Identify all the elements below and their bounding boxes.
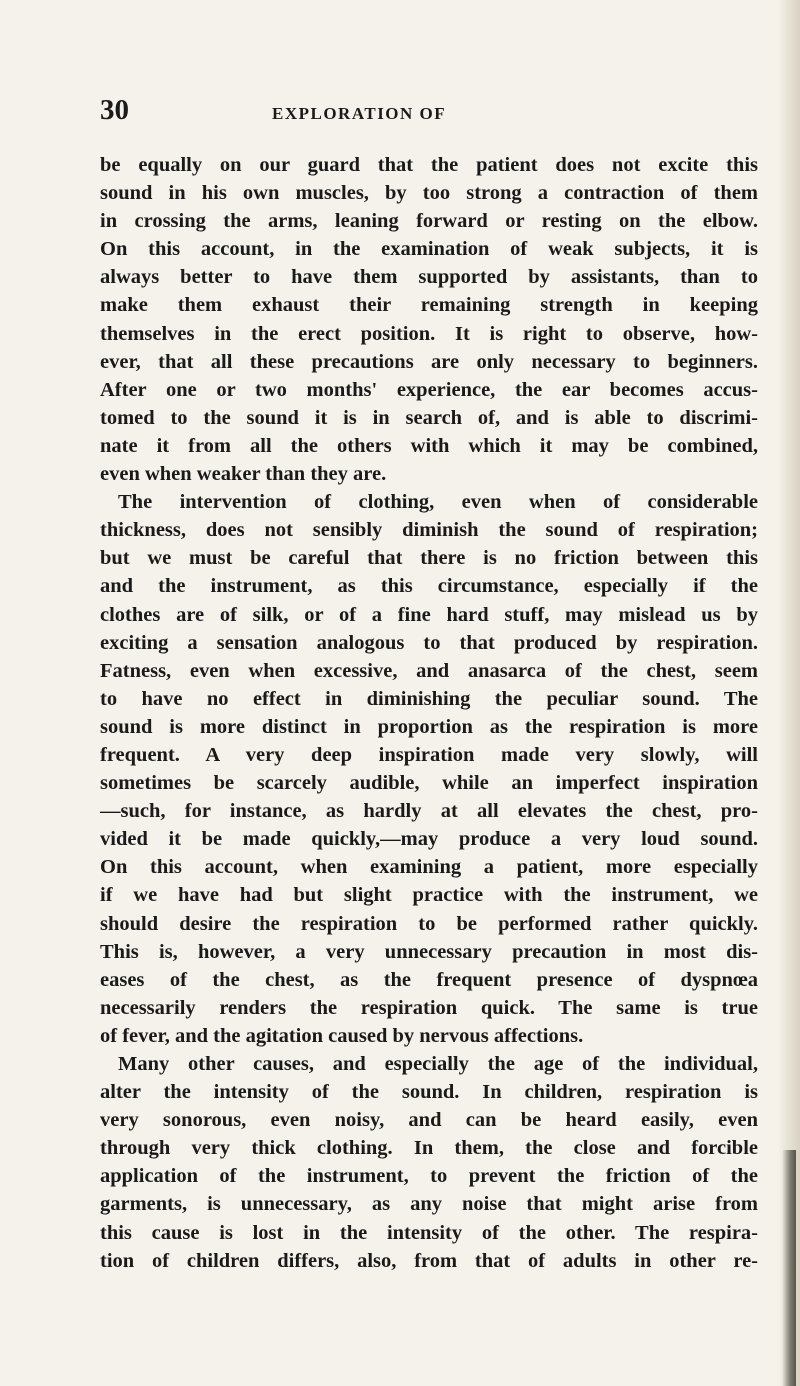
text-line: vided it be made quickly,—may produce a very loud sound.: [100, 828, 758, 851]
text-line: alter the intensity of the sound. In children, respiration is: [100, 1081, 758, 1104]
text-line: The intervention of clothing, even when of considerable: [118, 491, 758, 514]
text-line: of fever, and the agitation caused by nervous affections.: [100, 1024, 584, 1047]
text-line: frequent. A very deep inspiration made very slowly, will: [100, 743, 758, 766]
text-line: clothes are of silk, or of a fine hard stuff, may mislead us by: [100, 603, 758, 626]
text-line: After one or two months' experience, the ear becomes accus-: [100, 378, 758, 401]
text-line: even when weaker than they are.: [100, 463, 387, 486]
text-line: eases of the chest, as the frequent presence of dyspnœa: [100, 968, 758, 991]
text-line: in crossing the arms, leaning forward or resting on the elbow.: [100, 210, 758, 233]
text-line: tion of children differs, also, from that of adults in other re-: [100, 1249, 758, 1272]
text-line: but we must be careful that there is no friction between this: [100, 547, 758, 570]
text-line: On this account, in the examination of weak subjects, it is: [100, 238, 758, 261]
text-line: Many other causes, and especially the age of the individual,: [118, 1053, 758, 1075]
text-line: ever, that all these precautions are only necessary to beginners.: [100, 350, 758, 373]
text-line: tomed to the sound it is in search of, and is able to discrimi-: [100, 406, 758, 429]
text-line: sometimes be scarcely audible, while an imperfect inspiration: [100, 772, 758, 795]
text-line: sound is more distinct in proportion as the respiration is more: [100, 715, 758, 738]
text-line: through very thick clothing. In them, the close and forcible: [100, 1137, 758, 1160]
text-line: make them exhaust their remaining strength in keeping: [100, 294, 758, 317]
text-line: nate it from all the others with which it may be combined,: [100, 434, 758, 457]
page-edge-binding: [782, 1150, 796, 1386]
text-line: This is, however, a very unnecessary precaution in most dis-: [100, 940, 758, 963]
text-line: On this account, when examining a patient, more especially: [100, 856, 758, 879]
text-line: if we have had but slight practice with the instrument, we: [100, 884, 758, 907]
text-line: —such, for instance, as hardly at all elevates the chest, pro-: [100, 800, 758, 823]
body-text: [100, 151, 758, 1275]
text-line: this cause is lost in the intensity of the other. The respira-: [100, 1221, 758, 1244]
text-line: thickness, does not sensibly diminish the sound of respiration;: [100, 519, 758, 542]
text-line: sound in his own muscles, by too strong a contraction of them: [100, 182, 758, 205]
running-head: EXPLORATION OF: [272, 104, 447, 123]
text-line: themselves in the erect position. It is right to observe, how-: [100, 322, 758, 345]
text-line: Fatness, even when excessive, and anasarca of the chest, seem: [100, 659, 758, 682]
text-line: exciting a sensation analogous to that produced by respiration.: [100, 631, 758, 654]
page-number: 30: [100, 94, 129, 126]
page-header: [100, 94, 720, 130]
text-line: be equally on our guard that the patient does not excite this: [100, 154, 758, 176]
text-line: garments, is unnecessary, as any noise that might arise from: [100, 1193, 758, 1216]
text-line: to have no effect in diminishing the peculiar sound. The: [100, 687, 758, 710]
text-line: necessarily renders the respiration quick. The same is true: [100, 996, 758, 1019]
text-line: should desire the respiration to be performed rather quickly.: [100, 912, 758, 935]
text-line: always better to have them supported by assistants, than to: [100, 266, 758, 289]
text-line: application of the instrument, to prevent the friction of the: [100, 1165, 758, 1188]
text-line: very sonorous, even noisy, and can be heard easily, even: [100, 1109, 758, 1132]
text-line: and the instrument, as this circumstance, especially if the: [100, 575, 758, 598]
